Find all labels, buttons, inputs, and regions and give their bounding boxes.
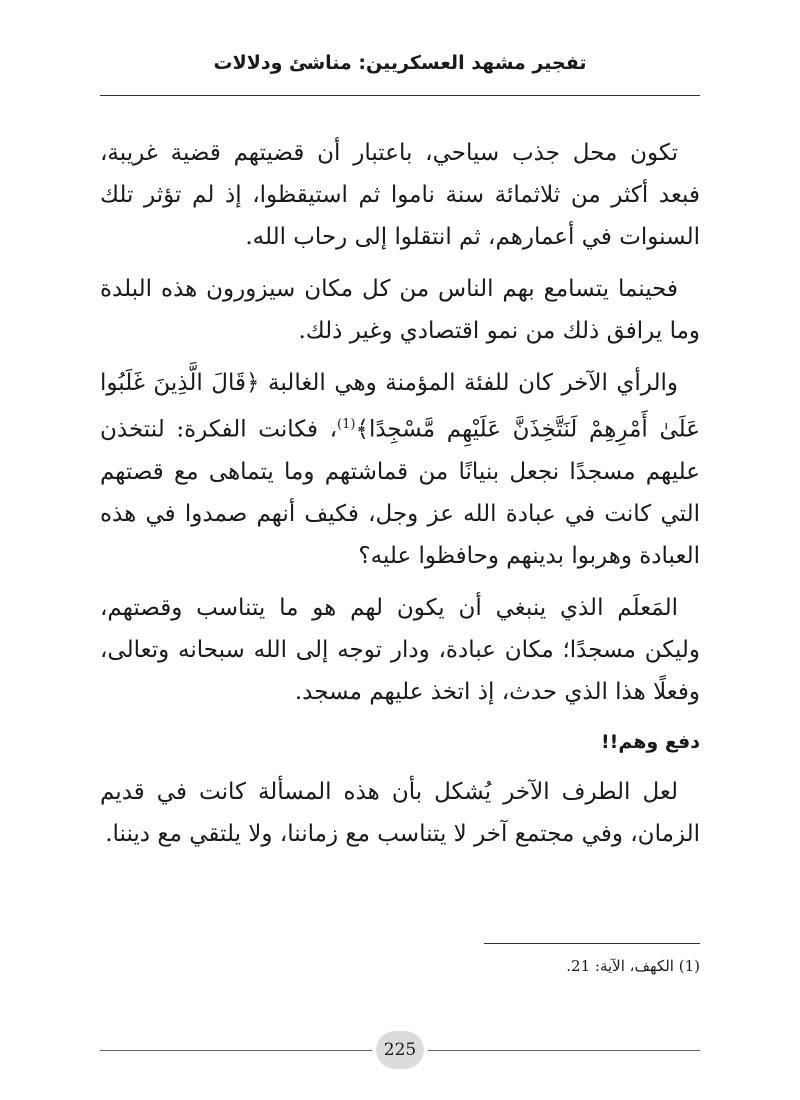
body-text	[100, 132, 700, 865]
paragraph-5: لعل الطرف الآخر يُشكل بأن هذه المسألة كانت في قديم الزمان، وفي مجتمع آخر لا يتناسب مع زماننا، ولا يلتقي مع ديننا.	[100, 778, 700, 847]
footnote-marker: (1)	[337, 417, 356, 432]
paragraph-1: تكون محل جذب سياحي، باعتبار أن قضيتهم قضية غريبة، فبعد أكثر من ثلاثمائة سنة ناموا ثم استيقظوا، إذ لم تؤثر تلك السنوات في أعمارهم، ثم انتقلوا إلى رحاب الله.	[100, 140, 700, 250]
footer-rule-right	[428, 1050, 700, 1051]
paragraph-4: المَعلَم الذي ينبغي أن يكون لهم هو ما يتناسب وقصتهم، وليكن مسجدًا؛ مكان عبادة، ودار توجه إلى الله سبحانه وتعالى، وفعلًا هذا الذي حدث، إذ اتخذ عليهم مسجد.	[100, 594, 700, 705]
footnote: (1) الكهف، الآية: 21.	[566, 957, 700, 975]
paragraph-3	[100, 362, 700, 577]
paragraph-2: فحينما يتسامع بهم الناس من كل مكان سيزورون هذه البلدة وما يرافق ذلك من نمو اقتصادي وغير ذلك.	[100, 276, 700, 344]
running-header-title: تفجير مشهد العسكريين: مناشئ ودلالات	[213, 52, 587, 74]
footer-rule-left	[100, 1050, 372, 1051]
paragraph-3-rest: ، فكانت الفكرة: لنتخذن عليهم مسجدًا نجعل بنيانًا من قماشتهم وما يتماهى مع قصتهم التي كانت في عبادة الله عز وجل، فكيف أنهم صمدوا في هذه العبادة وهربوا بدينهم وحافظوا عليه؟	[100, 416, 700, 569]
page-number: 225	[376, 1031, 424, 1069]
quran-verse: ﴿قَالَ الَّذِينَ غَلَبُوا عَلَىٰ أَمْرِهِمْ لَنَتَّخِذَنَّ عَلَيْهِم مَّسْجِدًا﴾	[100, 370, 700, 443]
header-divider	[100, 95, 700, 96]
paragraph-3-lead: والرأي الآخر كان للفئة المؤمنة وهي الغالبة	[259, 370, 678, 396]
footnote-divider	[484, 943, 700, 944]
section-heading: دفع وهم!!	[601, 730, 700, 753]
